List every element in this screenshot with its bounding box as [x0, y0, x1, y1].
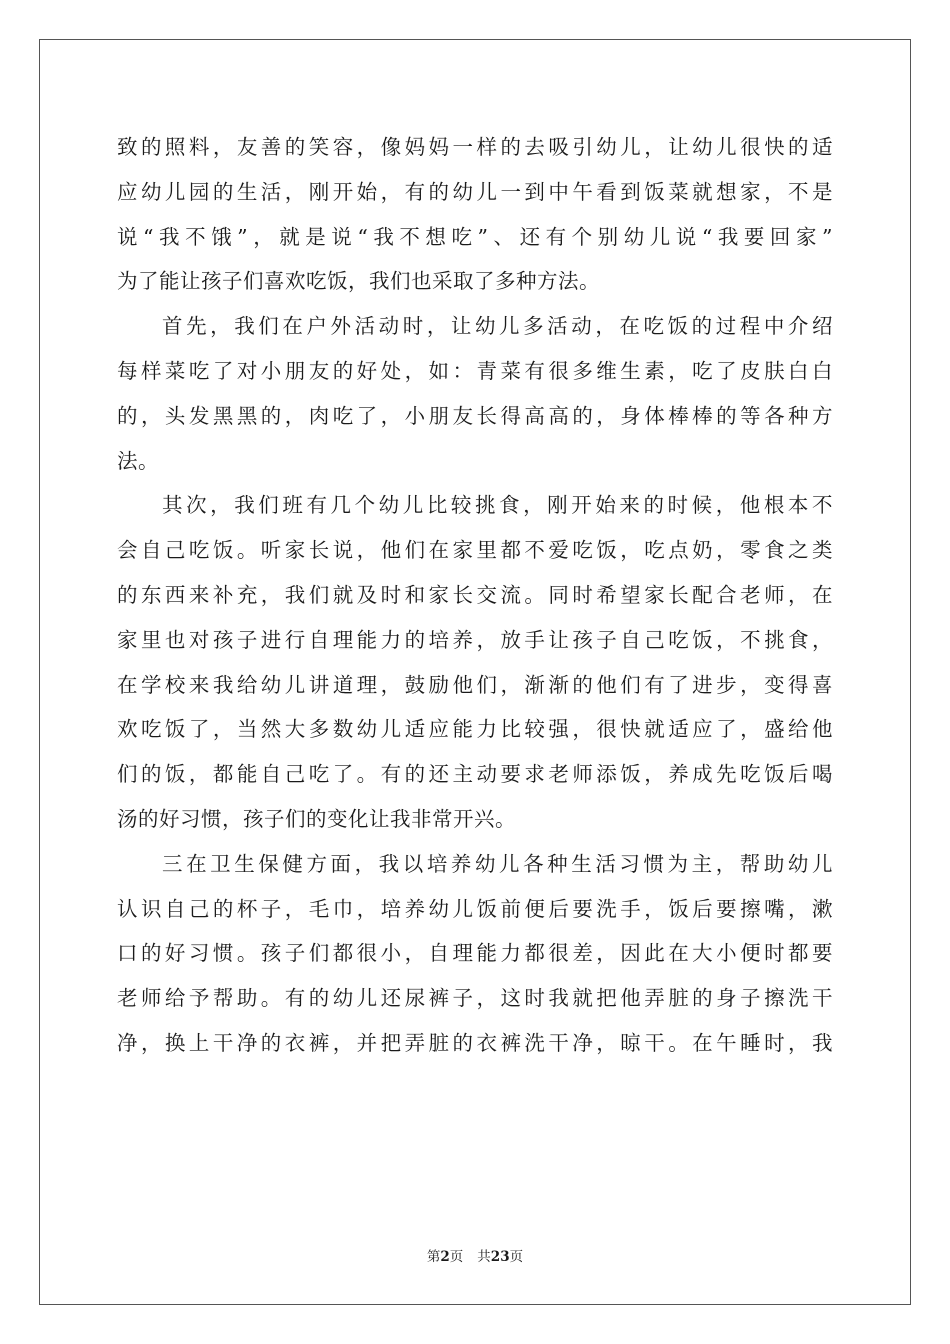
- footer-total-unit: 页: [509, 1249, 524, 1265]
- page-footer: [0, 1245, 950, 1265]
- text-line: 们的饭，都能自己吃了。有的还主动要求老师添饭，养成先吃饭后喝: [117, 762, 833, 787]
- text-line: 其次，我们班有几个幼儿比较挑食，刚开始来的时候，他根本不: [162, 493, 833, 518]
- text-line: 法。: [117, 448, 159, 473]
- footer-page-unit: 页: [449, 1249, 464, 1265]
- footer-total-prefix: 共: [477, 1249, 491, 1265]
- text-line: 首先，我们在户外活动时，让幼儿多活动，在吃饭的过程中介绍: [162, 314, 833, 339]
- text-line: 致的照料，友善的笑容，像妈妈一样的去吸引幼儿，让幼儿很快的适: [117, 135, 833, 159]
- text-line: 每样菜吃了对小朋友的好处，如：青菜有很多维生素，吃了皮肤白白: [117, 358, 833, 383]
- text-line: 在学校来我给幼儿讲道理，鼓励他们，渐渐的他们有了进步，变得喜: [117, 672, 833, 697]
- text-line: 三在卫生保健方面，我以培养幼儿各种生活习惯为主，帮助幼儿: [162, 851, 833, 876]
- total-pages-number: 23: [490, 1249, 510, 1265]
- text-line: 会自己吃饭。听家长说，他们在家里都不爱吃饭，吃点奶，零食之类: [117, 538, 833, 563]
- text-line: 净，换上干净的衣裤，并把弄脏的衣裤洗干净，晾干。在午睡时，我: [117, 1030, 833, 1055]
- text-line: 的，头发黑黑的，肉吃了，小朋友长得高高的，身体棒棒的等各种方: [117, 403, 833, 428]
- footer-prefix: 第: [426, 1249, 441, 1265]
- text-line: 认识自己的杯子，毛巾，培养幼儿饭前便后要洗手，饭后要擦嘴，漱: [117, 896, 833, 921]
- current-page-number: 2: [440, 1249, 450, 1265]
- document-body: [117, 125, 833, 1066]
- text-line: 汤的好习惯，孩子们的变化让我非常开兴。: [117, 806, 516, 831]
- text-line: 家里也对孩子进行自理能力的培养，放手让孩子自己吃饭，不挑食，: [117, 627, 833, 652]
- text-line: 应幼儿园的生活，刚开始，有的幼儿一到中午看到饭菜就想家，不是: [117, 179, 833, 204]
- text-line: 老师给予帮助。有的幼儿还尿裤子，这时我就把他弄脏的身子擦洗干: [117, 986, 833, 1011]
- text-line: 的东西来补充，我们就及时和家长交流。同时希望家长配合老师，在: [117, 582, 833, 607]
- text-line: 说“我不饿”，就是说“我不想吃”、还有个别幼儿说“我要回家”: [117, 224, 833, 249]
- text-line: 口的好习惯。孩子们都很小，自理能力都很差，因此在大小便时都要: [117, 941, 833, 966]
- text-line: 为了能让孩子们喜欢吃饭，我们也采取了多种方法。: [117, 269, 600, 294]
- text-line: 欢吃饭了，当然大多数幼儿适应能力比较强，很快就适应了，盛给他: [117, 717, 833, 742]
